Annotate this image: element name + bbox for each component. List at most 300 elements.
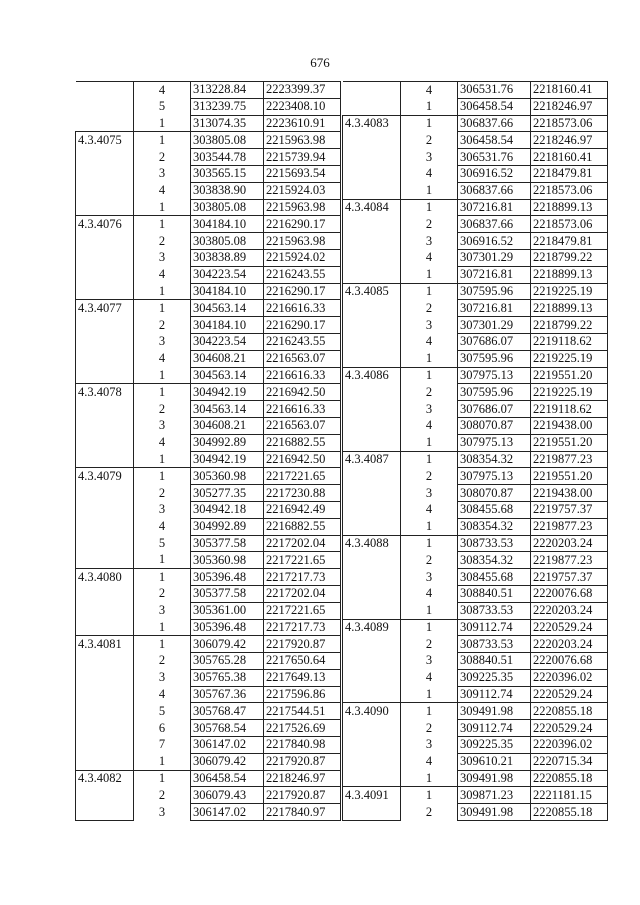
section-number-cell [343, 653, 401, 670]
table-row [343, 350, 608, 367]
y-coordinate-cell: 2217920.87 [264, 787, 341, 804]
x-coordinate-cell: 313228.84 [191, 82, 264, 99]
x-coordinate-cell: 306837.66 [458, 182, 531, 199]
table-row [76, 233, 341, 250]
section-number-cell [76, 686, 134, 703]
x-coordinate-cell: 306531.76 [458, 149, 531, 166]
point-number-cell: 2 [401, 720, 458, 737]
y-coordinate-cell: 2217526.69 [264, 720, 341, 737]
x-coordinate-cell: 306531.76 [458, 82, 531, 99]
x-coordinate-cell: 309871.23 [458, 787, 531, 804]
point-number-cell: 4 [134, 82, 191, 99]
point-number-cell: 1 [401, 451, 458, 468]
y-coordinate-cell: 2218899.13 [531, 199, 608, 216]
table-row [76, 501, 341, 518]
y-coordinate-cell: 2216942.49 [264, 501, 341, 518]
section-number-cell [343, 417, 401, 434]
x-coordinate-cell: 309491.98 [458, 804, 531, 821]
x-coordinate-cell: 305360.98 [191, 468, 264, 485]
point-number-cell: 2 [401, 804, 458, 821]
table-row [76, 434, 341, 451]
table-row [343, 266, 608, 283]
table-row [343, 333, 608, 350]
x-coordinate-cell: 305396.48 [191, 569, 264, 586]
y-coordinate-cell: 2218573.06 [531, 216, 608, 233]
section-number-cell [343, 518, 401, 535]
section-number-cell [76, 367, 134, 384]
y-coordinate-cell: 2217221.65 [264, 552, 341, 569]
x-coordinate-cell: 304942.19 [191, 451, 264, 468]
section-number-cell [343, 401, 401, 418]
y-coordinate-cell: 2217920.87 [264, 636, 341, 653]
point-number-cell: 3 [134, 669, 191, 686]
y-coordinate-cell: 2217544.51 [264, 703, 341, 720]
table-row [76, 98, 341, 115]
table-row [343, 401, 608, 418]
point-number-cell: 3 [401, 317, 458, 334]
point-number-cell: 7 [134, 737, 191, 754]
table-row [76, 585, 341, 602]
table-row [343, 249, 608, 266]
y-coordinate-cell: 2219225.19 [531, 350, 608, 367]
table-row [343, 300, 608, 317]
point-number-cell: 1 [401, 703, 458, 720]
y-coordinate-cell: 2219438.00 [531, 417, 608, 434]
y-coordinate-cell: 2218246.97 [531, 98, 608, 115]
section-number-cell [76, 333, 134, 350]
y-coordinate-cell: 2220529.24 [531, 686, 608, 703]
y-coordinate-cell: 2218246.97 [264, 770, 341, 787]
x-coordinate-cell: 306147.02 [191, 737, 264, 754]
y-coordinate-cell: 2220076.68 [531, 585, 608, 602]
x-coordinate-cell: 308455.68 [458, 569, 531, 586]
point-number-cell: 3 [134, 249, 191, 266]
table-row [343, 199, 608, 216]
point-number-cell: 4 [401, 501, 458, 518]
table-row [76, 770, 341, 787]
x-coordinate-cell: 306079.43 [191, 787, 264, 804]
point-number-cell: 1 [134, 216, 191, 233]
section-number-cell [76, 535, 134, 552]
point-number-cell: 5 [134, 98, 191, 115]
point-number-cell: 4 [401, 417, 458, 434]
y-coordinate-cell: 2220855.18 [531, 770, 608, 787]
point-number-cell: 2 [401, 384, 458, 401]
x-coordinate-cell: 308070.87 [458, 417, 531, 434]
section-number-cell [343, 485, 401, 502]
table-row [76, 720, 341, 737]
table-row [343, 367, 608, 384]
y-coordinate-cell: 2219877.23 [531, 518, 608, 535]
x-coordinate-cell: 307595.96 [458, 283, 531, 300]
table-row [343, 115, 608, 132]
point-number-cell: 4 [401, 165, 458, 182]
x-coordinate-cell: 307686.07 [458, 401, 531, 418]
point-number-cell: 1 [401, 367, 458, 384]
table-row [76, 535, 341, 552]
section-number-cell: 4.3.4082 [76, 770, 134, 787]
x-coordinate-cell: 308070.87 [458, 485, 531, 502]
x-coordinate-cell: 305767.36 [191, 686, 264, 703]
table-row [343, 283, 608, 300]
y-coordinate-cell: 2218479.81 [531, 165, 608, 182]
page-number: 676 [310, 55, 330, 70]
y-coordinate-cell: 2218160.41 [531, 149, 608, 166]
y-coordinate-cell: 2217920.87 [264, 753, 341, 770]
section-number-cell [76, 401, 134, 418]
x-coordinate-cell: 307975.13 [458, 434, 531, 451]
x-coordinate-cell: 303838.89 [191, 249, 264, 266]
section-number-cell [343, 753, 401, 770]
point-number-cell: 3 [401, 233, 458, 250]
x-coordinate-cell: 304563.14 [191, 367, 264, 384]
x-coordinate-cell: 306458.54 [458, 132, 531, 149]
y-coordinate-cell: 2216290.17 [264, 283, 341, 300]
section-number-cell: 4.3.4075 [76, 132, 134, 149]
section-number-cell [76, 350, 134, 367]
x-coordinate-cell: 306147.02 [191, 804, 264, 821]
table-row [343, 535, 608, 552]
section-number-cell [343, 149, 401, 166]
y-coordinate-cell: 2218799.22 [531, 249, 608, 266]
x-coordinate-cell: 304563.14 [191, 300, 264, 317]
section-number-cell: 4.3.4081 [76, 636, 134, 653]
y-coordinate-cell: 2217217.73 [264, 569, 341, 586]
section-number-cell: 4.3.4086 [343, 367, 401, 384]
table-row [343, 451, 608, 468]
point-number-cell: 1 [134, 468, 191, 485]
section-number-cell: 4.3.4084 [343, 199, 401, 216]
y-coordinate-cell: 2219877.23 [531, 552, 608, 569]
y-coordinate-cell: 2220203.24 [531, 602, 608, 619]
section-number-cell [76, 619, 134, 636]
x-coordinate-cell: 309112.74 [458, 619, 531, 636]
section-number-cell [76, 787, 134, 804]
table-row [76, 82, 341, 99]
section-number-cell [76, 753, 134, 770]
y-coordinate-cell: 2223610.91 [264, 115, 341, 132]
x-coordinate-cell: 313074.35 [191, 115, 264, 132]
y-coordinate-cell: 2218899.13 [531, 266, 608, 283]
section-number-cell [343, 737, 401, 754]
x-coordinate-cell: 304608.21 [191, 350, 264, 367]
y-coordinate-cell: 2215693.54 [264, 165, 341, 182]
point-number-cell: 4 [134, 686, 191, 703]
y-coordinate-cell: 2217217.73 [264, 619, 341, 636]
x-coordinate-cell: 304184.10 [191, 317, 264, 334]
y-coordinate-cell: 2216616.33 [264, 367, 341, 384]
table-row [76, 451, 341, 468]
table-row [76, 149, 341, 166]
y-coordinate-cell: 2216942.50 [264, 451, 341, 468]
point-number-cell: 2 [134, 653, 191, 670]
y-coordinate-cell: 2220855.18 [531, 804, 608, 821]
point-number-cell: 1 [401, 98, 458, 115]
table-row [76, 602, 341, 619]
x-coordinate-cell: 306079.42 [191, 636, 264, 653]
point-number-cell: 3 [401, 149, 458, 166]
y-coordinate-cell: 2217596.86 [264, 686, 341, 703]
point-number-cell: 1 [134, 619, 191, 636]
x-coordinate-cell: 307686.07 [458, 333, 531, 350]
x-coordinate-cell: 303805.08 [191, 132, 264, 149]
point-number-cell: 4 [134, 434, 191, 451]
point-number-cell: 1 [401, 434, 458, 451]
y-coordinate-cell: 2218160.41 [531, 82, 608, 99]
table-row [76, 753, 341, 770]
table-row [76, 518, 341, 535]
y-coordinate-cell: 2218246.97 [531, 132, 608, 149]
x-coordinate-cell: 305768.54 [191, 720, 264, 737]
table-row [343, 552, 608, 569]
table-row [76, 333, 341, 350]
section-number-cell [76, 249, 134, 266]
point-number-cell: 5 [134, 703, 191, 720]
point-number-cell: 6 [134, 720, 191, 737]
y-coordinate-cell: 2219757.37 [531, 569, 608, 586]
section-number-cell [343, 300, 401, 317]
x-coordinate-cell: 309112.74 [458, 720, 531, 737]
section-number-cell [343, 468, 401, 485]
x-coordinate-cell: 304992.89 [191, 434, 264, 451]
table-row [76, 132, 341, 149]
table-row [343, 585, 608, 602]
table-row [76, 300, 341, 317]
x-coordinate-cell: 308354.32 [458, 451, 531, 468]
x-coordinate-cell: 304608.21 [191, 417, 264, 434]
y-coordinate-cell: 2219877.23 [531, 451, 608, 468]
section-number-cell [343, 266, 401, 283]
x-coordinate-cell: 307595.96 [458, 350, 531, 367]
y-coordinate-cell: 2219225.19 [531, 384, 608, 401]
point-number-cell: 3 [134, 804, 191, 821]
y-coordinate-cell: 2216563.07 [264, 417, 341, 434]
x-coordinate-cell: 306079.42 [191, 753, 264, 770]
x-coordinate-cell: 307595.96 [458, 384, 531, 401]
section-number-cell [76, 653, 134, 670]
table-row [76, 199, 341, 216]
x-coordinate-cell: 308455.68 [458, 501, 531, 518]
point-number-cell: 1 [134, 132, 191, 149]
table-row [343, 569, 608, 586]
section-number-cell: 4.3.4089 [343, 619, 401, 636]
section-number-cell [76, 485, 134, 502]
y-coordinate-cell: 2219551.20 [531, 434, 608, 451]
point-number-cell: 2 [134, 787, 191, 804]
x-coordinate-cell: 305765.38 [191, 669, 264, 686]
point-number-cell: 1 [401, 182, 458, 199]
x-coordinate-cell: 304223.54 [191, 266, 264, 283]
table-row [76, 804, 341, 821]
table-row [343, 737, 608, 754]
section-number-cell [343, 552, 401, 569]
y-coordinate-cell: 2219551.20 [531, 367, 608, 384]
point-number-cell: 1 [134, 115, 191, 132]
point-number-cell: 1 [401, 283, 458, 300]
table-row [343, 720, 608, 737]
section-number-cell [343, 317, 401, 334]
point-number-cell: 4 [401, 249, 458, 266]
section-number-cell: 4.3.4076 [76, 216, 134, 233]
table-row [343, 619, 608, 636]
x-coordinate-cell: 309491.98 [458, 703, 531, 720]
section-number-cell: 4.3.4087 [343, 451, 401, 468]
section-number-cell [76, 669, 134, 686]
section-number-cell [343, 770, 401, 787]
table-row [76, 653, 341, 670]
section-number-cell [76, 703, 134, 720]
table-row [76, 619, 341, 636]
section-number-cell [76, 317, 134, 334]
table-row [343, 686, 608, 703]
x-coordinate-cell: 306458.54 [191, 770, 264, 787]
table-row [343, 636, 608, 653]
point-number-cell: 2 [134, 401, 191, 418]
x-coordinate-cell: 308354.32 [458, 552, 531, 569]
point-number-cell: 2 [134, 149, 191, 166]
x-coordinate-cell: 307216.81 [458, 300, 531, 317]
table-row [76, 485, 341, 502]
y-coordinate-cell: 2219118.62 [531, 333, 608, 350]
point-number-cell: 3 [134, 602, 191, 619]
y-coordinate-cell: 2216563.07 [264, 350, 341, 367]
section-number-cell [343, 384, 401, 401]
point-number-cell: 4 [401, 333, 458, 350]
point-number-cell: 1 [401, 770, 458, 787]
point-number-cell: 2 [401, 468, 458, 485]
x-coordinate-cell: 309112.74 [458, 686, 531, 703]
y-coordinate-cell: 2217650.64 [264, 653, 341, 670]
point-number-cell: 4 [134, 518, 191, 535]
table-row [343, 434, 608, 451]
y-coordinate-cell: 2218573.06 [531, 115, 608, 132]
section-number-cell [343, 602, 401, 619]
section-number-cell [343, 501, 401, 518]
table-row [343, 98, 608, 115]
table-row [343, 753, 608, 770]
section-number-cell [76, 115, 134, 132]
table-row [343, 132, 608, 149]
y-coordinate-cell: 2220529.24 [531, 619, 608, 636]
point-number-cell: 3 [401, 569, 458, 586]
section-number-cell [76, 451, 134, 468]
y-coordinate-cell: 2220529.24 [531, 720, 608, 737]
point-number-cell: 1 [401, 619, 458, 636]
table-row [343, 703, 608, 720]
table-row [343, 216, 608, 233]
point-number-cell: 1 [401, 686, 458, 703]
section-number-cell [343, 249, 401, 266]
section-number-cell [343, 233, 401, 250]
point-number-cell: 4 [401, 82, 458, 99]
y-coordinate-cell: 2219551.20 [531, 468, 608, 485]
y-coordinate-cell: 2218899.13 [531, 300, 608, 317]
point-number-cell: 3 [401, 737, 458, 754]
table-row [343, 468, 608, 485]
section-number-cell [76, 804, 134, 821]
point-number-cell: 4 [401, 669, 458, 686]
section-number-cell: 4.3.4085 [343, 283, 401, 300]
x-coordinate-cell: 304992.89 [191, 518, 264, 535]
point-number-cell: 5 [134, 535, 191, 552]
x-coordinate-cell: 305377.58 [191, 535, 264, 552]
table-row [343, 149, 608, 166]
section-number-cell [343, 82, 401, 99]
point-number-cell: 2 [134, 233, 191, 250]
y-coordinate-cell: 2216290.17 [264, 216, 341, 233]
table-row [343, 518, 608, 535]
table-row [343, 804, 608, 821]
section-number-cell: 4.3.4078 [76, 384, 134, 401]
point-number-cell: 3 [401, 653, 458, 670]
section-number-cell [76, 233, 134, 250]
point-number-cell: 1 [401, 518, 458, 535]
point-number-cell: 2 [134, 317, 191, 334]
y-coordinate-cell: 2215739.94 [264, 149, 341, 166]
y-coordinate-cell: 2219225.19 [531, 283, 608, 300]
y-coordinate-cell: 2217649.13 [264, 669, 341, 686]
x-coordinate-cell: 303805.08 [191, 199, 264, 216]
table-row [76, 737, 341, 754]
y-coordinate-cell: 2223408.10 [264, 98, 341, 115]
point-number-cell: 4 [134, 350, 191, 367]
y-coordinate-cell: 2218573.06 [531, 182, 608, 199]
table-row [76, 417, 341, 434]
section-number-cell: 4.3.4079 [76, 468, 134, 485]
table-row [76, 182, 341, 199]
point-number-cell: 3 [401, 485, 458, 502]
point-number-cell: 1 [134, 384, 191, 401]
section-number-cell [343, 804, 401, 821]
x-coordinate-cell: 309610.21 [458, 753, 531, 770]
x-coordinate-cell: 306837.66 [458, 115, 531, 132]
section-number-cell [76, 266, 134, 283]
point-number-cell: 1 [134, 300, 191, 317]
table-row [343, 384, 608, 401]
section-number-cell: 4.3.4088 [343, 535, 401, 552]
y-coordinate-cell: 2217202.04 [264, 535, 341, 552]
section-number-cell [343, 182, 401, 199]
y-coordinate-cell: 2218799.22 [531, 317, 608, 334]
point-number-cell: 1 [401, 535, 458, 552]
table-row [76, 367, 341, 384]
table-row [76, 165, 341, 182]
table-row [76, 283, 341, 300]
table-row [76, 249, 341, 266]
table-row [343, 165, 608, 182]
point-number-cell: 1 [401, 350, 458, 367]
table-row [343, 602, 608, 619]
y-coordinate-cell: 2223399.37 [264, 82, 341, 99]
section-number-cell [76, 165, 134, 182]
x-coordinate-cell: 307301.29 [458, 317, 531, 334]
x-coordinate-cell: 303544.78 [191, 149, 264, 166]
table-row [343, 787, 608, 804]
y-coordinate-cell: 2215924.02 [264, 249, 341, 266]
x-coordinate-cell: 309225.35 [458, 737, 531, 754]
x-coordinate-cell: 308840.51 [458, 585, 531, 602]
y-coordinate-cell: 2216616.33 [264, 300, 341, 317]
section-number-cell [343, 165, 401, 182]
x-coordinate-cell: 306916.52 [458, 233, 531, 250]
section-number-cell: 4.3.4091 [343, 787, 401, 804]
y-coordinate-cell: 2215963.98 [264, 233, 341, 250]
y-coordinate-cell: 2220855.18 [531, 703, 608, 720]
table-row [76, 468, 341, 485]
table-row [76, 266, 341, 283]
table-row [76, 552, 341, 569]
section-number-cell [76, 283, 134, 300]
